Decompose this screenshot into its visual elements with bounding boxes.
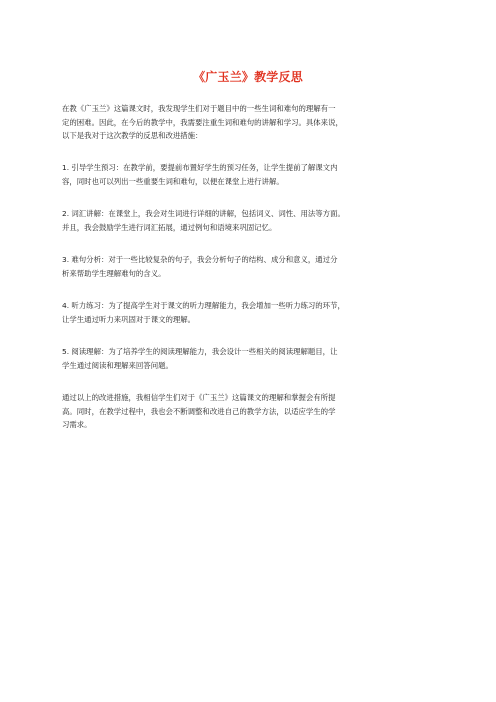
point-5-paragraph bbox=[62, 345, 442, 372]
point-3-paragraph bbox=[62, 253, 442, 280]
paragraph-line: 通过以上的改进措施，我相信学生们对于《广玉兰》这篇课文的理解和掌握会有所提 bbox=[62, 393, 336, 402]
conclusion-paragraph bbox=[62, 391, 442, 432]
paragraph-line: 5. 阅读理解：为了培养学生的阅读理解能力，我会设计一些相关的阅读理解题目，让 bbox=[62, 347, 338, 356]
point-4-paragraph bbox=[62, 299, 442, 326]
paragraph-line: 习需求。 bbox=[62, 420, 92, 429]
paragraph-line: 以下是我对于这次教学的反思和改进措施： bbox=[62, 131, 203, 140]
paragraph-line: 高。同时，在教学过程中，我也会不断调整和改进自己的教学方法，以适应学生的学 bbox=[62, 406, 336, 416]
point-2-paragraph bbox=[62, 207, 442, 234]
paragraph-line: 让学生通过听力来巩固对于课文的理解。 bbox=[62, 314, 196, 324]
paragraph-line: 2. 词汇讲解：在课堂上，我会对生词进行详细的讲解，包括词义、词性、用法等方面。 bbox=[62, 209, 345, 218]
paragraph-line: 定的困难。因此，在今后的教学中，我需要注重生词和难句的讲解和学习。具体来说， bbox=[62, 117, 343, 127]
paragraph-line: 3. 难句分析：对于一些比较复杂的句子，我会分析句子的结构、成分和意义，通过分 bbox=[62, 255, 338, 264]
paragraph-line: 学生通过阅读和理解来回答问题。 bbox=[62, 360, 173, 370]
intro-paragraph bbox=[62, 102, 442, 143]
document-title: 《广玉兰》教学反思 bbox=[193, 70, 303, 84]
paragraph-line: 容，同时也可以列出一些重要生词和难句，以便在课堂上进行讲解。 bbox=[62, 176, 284, 186]
paragraph-line: 析来帮助学生理解难句的含义。 bbox=[62, 268, 166, 278]
paragraph-line: 并且，我会鼓励学生进行词汇拓展，通过例句和语境来巩固记忆。 bbox=[62, 222, 277, 232]
paragraph-line: 1. 引导学生预习：在教学前，要提前布置好学生的预习任务，让学生提前了解课文内 bbox=[62, 163, 338, 172]
paragraph-line: 在教《广玉兰》这篇课文时，我发现学生们对于题目中的一些生词和难句的理解有一 bbox=[62, 104, 336, 113]
paragraph-line: 4. 听力练习：为了提高学生对于课文的听力理解能力，我会增加一些听力练习的环节， bbox=[62, 301, 345, 310]
point-1-paragraph bbox=[62, 161, 442, 188]
